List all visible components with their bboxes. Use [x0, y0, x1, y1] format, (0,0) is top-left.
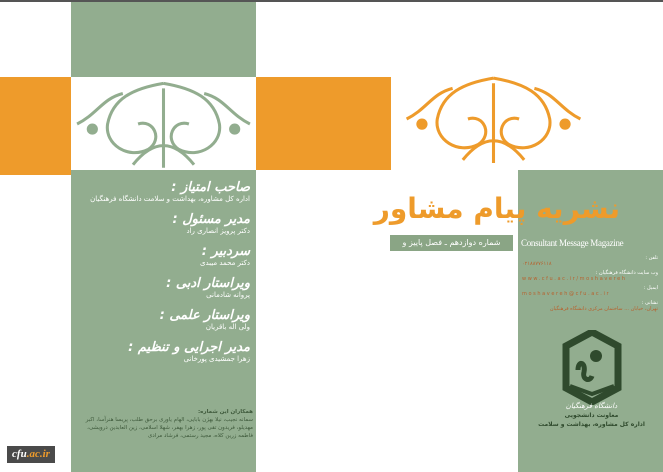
masthead-owner: صاحب امتیاز : اداره کل مشاوره، بهداشت و سلامت دانشگاه فرهنگیان: [90, 180, 250, 203]
green-block-top: [71, 2, 256, 77]
address-label: نشانی :: [641, 300, 658, 306]
magazine-title: نشریه پیام مشاور: [373, 192, 620, 225]
ornament-orange: [400, 73, 587, 165]
address-value: تهران، خیابان ... ساختمان مرکزی دانشگاه فرهنگیان: [549, 306, 658, 312]
issue-subtitle: شماره دوازدهم ـ فصل پاییز و زمستان: [390, 235, 513, 251]
university-logo: [556, 330, 628, 405]
english-title: Consultant Message Magazine: [521, 238, 624, 248]
cfu-watermark-logo: cfu.ac.ir: [7, 446, 55, 463]
orange-block-middle: [256, 77, 391, 170]
website-label: وب سایت دانشگاه فرهنگیان :: [595, 270, 658, 276]
masthead-scientific-editor: ویراستار علمی : ولی اله باقریان: [159, 308, 250, 331]
email-label: ایمیل :: [643, 285, 658, 291]
masthead-executive: مدیر اجرایی و تنظیم : زهرا جمشیدی پورخانی: [128, 340, 250, 363]
phone-value: ۰۲۱۸۸۷۷۶۱۱۸: [522, 261, 552, 267]
ornament-green: [72, 78, 255, 170]
collaborators: همکاران این شماره: سمانه نجیب، نیلا بهژن بابایی، الهام یاوری برحق طلب، پریسا هنرآسا، اکبر مهدیلو، فریدون تقی پور، زهرا بهفر، شهلا اسلامی، زین العابدین درویشی، فاطمه زرین کلاه، مجید رستمی، فرشاد مرادی: [85, 409, 253, 439]
masthead-director: مدیر مسئول : دکتر پرویز انصاری راد: [172, 212, 250, 235]
masthead-editor: سردبیر : دکتر محمد میبدی: [200, 244, 250, 267]
university-block: دانشگاه فرهنگیان معاونت دانشجویی اداره کل مشاوره، بهداشت و سلامت: [538, 402, 645, 428]
masthead-literary-editor: ویراستار ادبی : پروانه شادمانی: [166, 276, 250, 299]
orange-block-left: [0, 77, 71, 175]
contact-info: [522, 252, 658, 313]
phone-label: تلفن :: [645, 255, 658, 261]
website-link[interactable]: www.cfu.ac.ir/moshavereh: [522, 276, 627, 282]
email-link[interactable]: moshavereh@cfu.ac.ir: [522, 291, 611, 297]
